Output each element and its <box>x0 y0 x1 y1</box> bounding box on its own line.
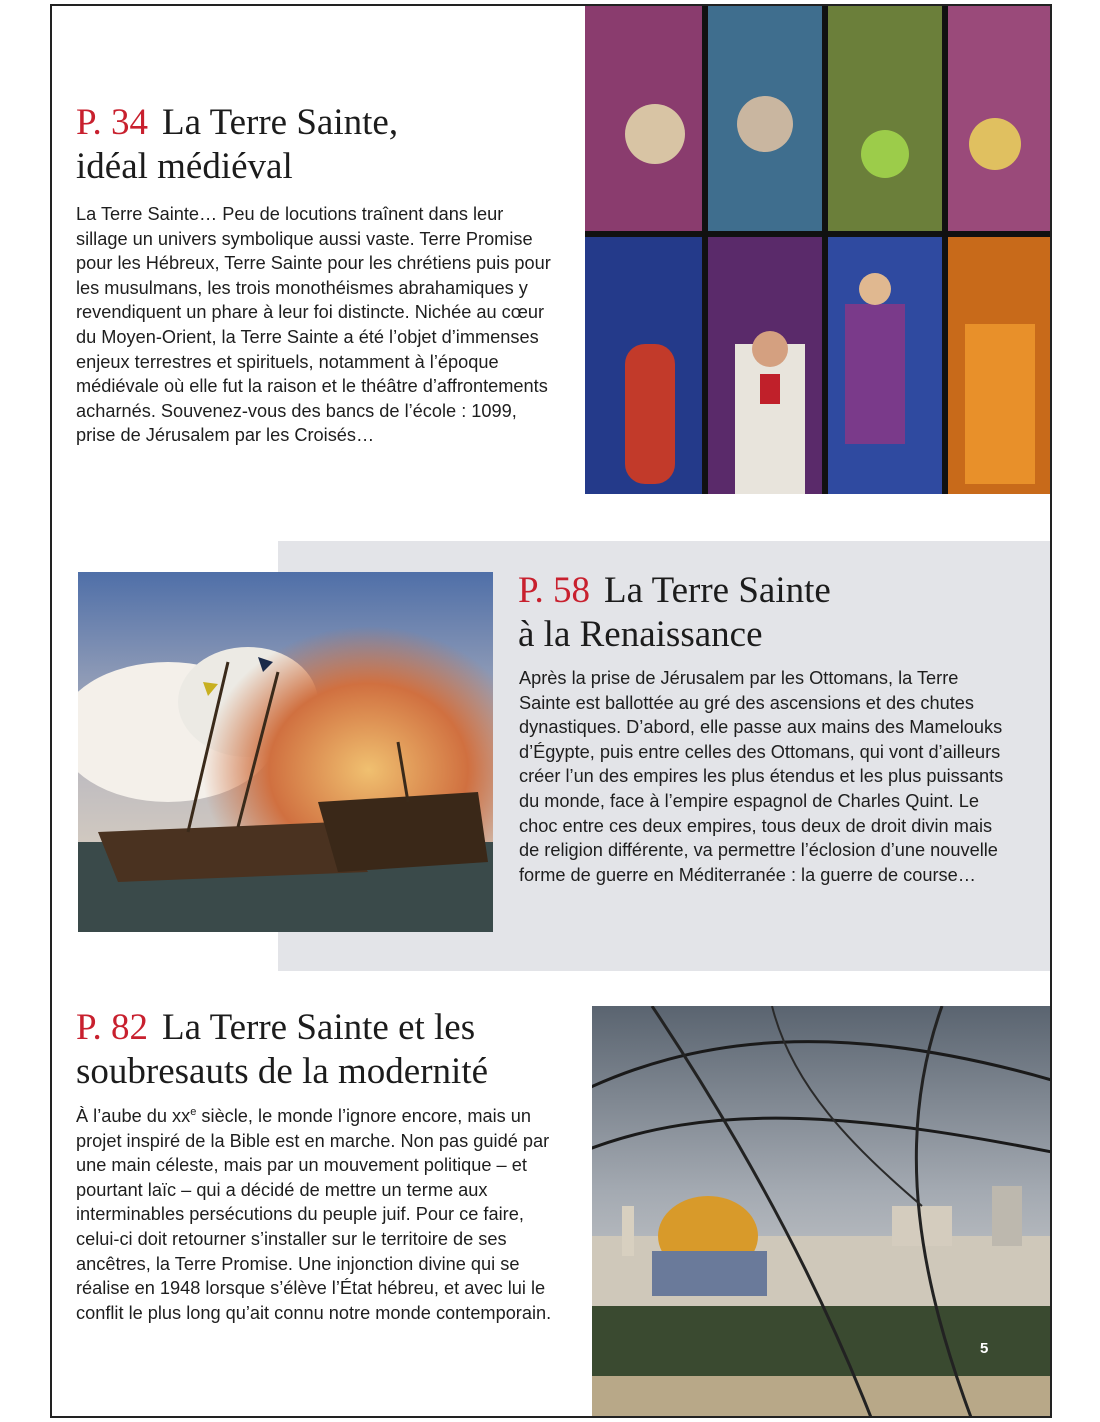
section-2-title: P. 58 La Terre Sainte à la Renaissance <box>518 570 831 655</box>
section-1-body: La Terre Sainte… Peu de locutions traînent dans leur sillage un univers symbolique aussi vaste. Terre Promise pour les Hébreux, Terre Sainte pour les chrétiens puis pour les musulmans, les trois monothéismes abrahamiques y revendiquent un phare à leur foi distincte. Nichée au cœur du Moyen-Orient, la Terre Sainte a été l’objet d’immenses enjeux terrestres et spirituels, notamment à l’époque médiévale où elle fut la raison et le théâtre d’affrontements acharnés. Souvenez-vous des bancs de l’école : 1099, prise de Jérusalem par les Croisés… <box>76 204 551 446</box>
page <box>50 4 1052 1418</box>
section-2-page-ref: P. 58 <box>518 570 590 611</box>
naval-battle-painting <box>78 572 493 932</box>
page-number: 5 <box>980 1340 989 1357</box>
section-1-title: P. 34 La Terre Sainte, idéal médiéval <box>76 102 399 187</box>
stained-glass-image <box>585 4 1052 494</box>
section-3-title: P. 82 La Terre Sainte et les soubresauts de la modernité <box>76 1007 489 1092</box>
section-3-body: À l’aube du $xx^e$ siècle, le monde l’ignore encore, mais un projet inspiré de la Bible est en marche. Non pas guidé par une main céleste, mais par un mouvement politique – et pourtant laïc – qui a décidé de mettre un terme aux interminables persécutions du peuple juif. Pour ce faire, celui-ci doit retourner s’installer sur le territoire de ses ancêtres, la Terre Promise. Une injonction divine qui se réalise en 1948 lorsque s’élève l’État hébreu, et avec lui le conflit le plus long qu’ait connu notre monde contemporain. <box>76 1106 552 1323</box>
section-1-page-ref: P. 34 <box>76 102 148 143</box>
section-3-page-ref: P. 82 <box>76 1007 148 1048</box>
section-2-body: Après la prise de Jérusalem par les Ottomans, la Terre Sainte est ballottée au gré des ascensions et des chutes dynastiques. D’abord, elle passe aux mains des Mamelouks d’Égypte, puis entre celles des Ottomans, qui vont d’ailleurs créer l’un des empires les plus étendus et les plus puissants du monde, face à l’empire espagnol de Charles Quint. Le choc entre ces deux empires, tous deux de droit divin mais de religion différente, va permettre l’éclosion d’une nouvelle forme de guerre en Méditerranée : la guerre de course… <box>519 668 1004 885</box>
